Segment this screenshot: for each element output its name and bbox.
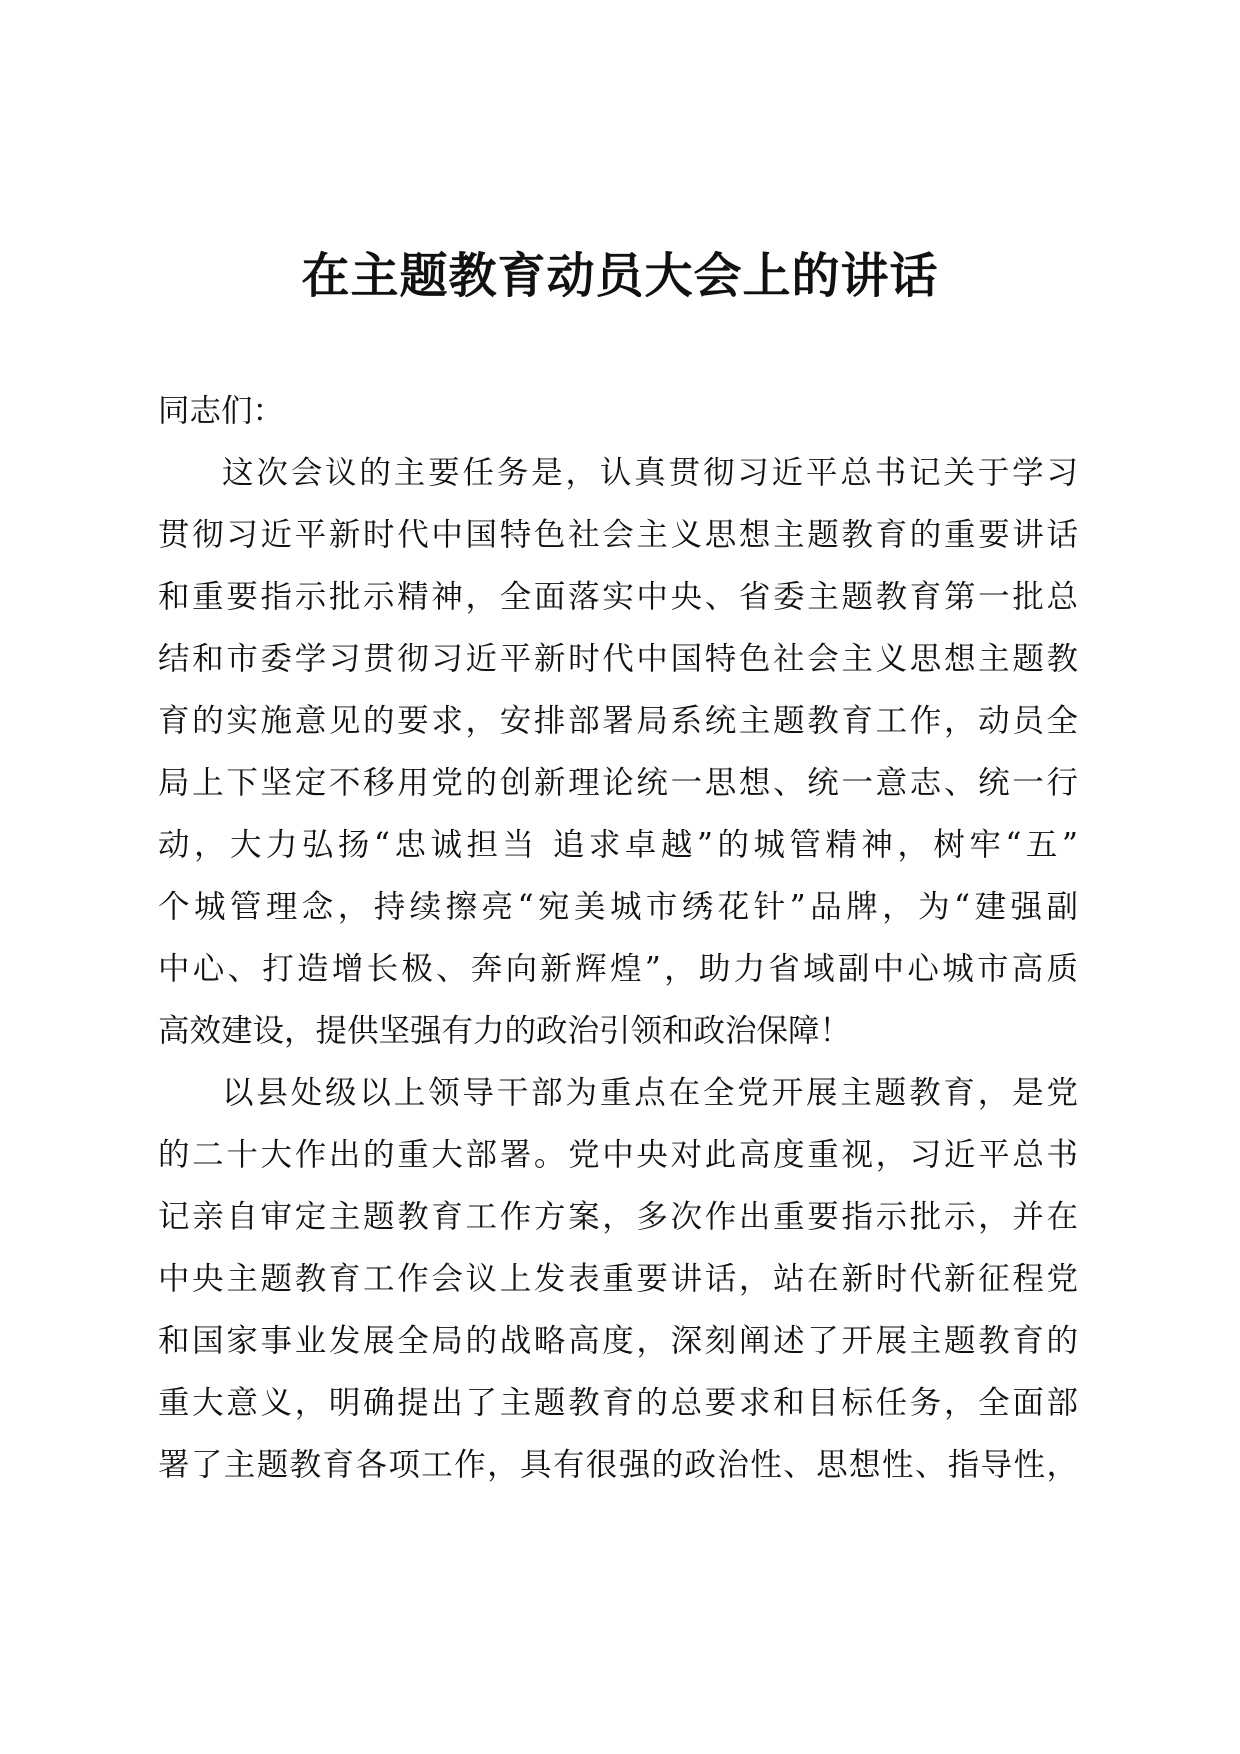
paragraph-1: [158, 442, 1078, 1062]
paragraph-line: 这次会议的主要任务是，认真贯彻习近平总书记关于学习: [222, 455, 1078, 491]
paragraph-line: 重大意义，明确提出了主题教育的总要求和目标任务，全面部: [158, 1385, 1078, 1421]
paragraph-line: 中央主题教育工作会议上发表重要讲话，站在新时代新征程党: [158, 1261, 1078, 1297]
paragraph-line: 署了主题教育各项工作，具有很强的政治性、思想性、指导性，: [158, 1447, 1078, 1483]
paragraph-line: 个城管理念，持续擦亮“宛美城市绣花针”品牌，为“建强副: [158, 889, 1078, 925]
paragraph-2: [158, 1062, 1078, 1496]
paragraph-line: 育的实施意见的要求，安排部署局系统主题教育工作，动员全: [158, 703, 1078, 739]
paragraph-line: 高效建设，提供坚强有力的政治引领和政治保障！: [158, 1013, 852, 1049]
paragraph-line: 记亲自审定主题教育工作方案，多次作出重要指示批示，并在: [158, 1199, 1078, 1235]
paragraph-line: 以县处级以上领导干部为重点在全党开展主题教育，是党: [222, 1075, 1078, 1111]
paragraph-line: 和重要指示批示精神，全面落实中央、省委主题教育第一批总: [158, 579, 1078, 615]
paragraph-line: 局上下坚定不移用党的创新理论统一思想、统一意志、统一行: [158, 765, 1078, 801]
paragraph-line: 中心、打造增长极、奔向新辉煌”，助力省域副中心城市高质: [158, 951, 1078, 987]
paragraph-line: 和国家事业发展全局的战略高度，深刻阐述了开展主题教育的: [158, 1323, 1078, 1359]
document-body: [158, 380, 1078, 1496]
paragraph-line: 动，大力弘扬“忠诚担当 追求卓越”的城管精神，树牢“五”: [158, 827, 1078, 863]
paragraph-line: 贯彻习近平新时代中国特色社会主义思想主题教育的重要讲话: [158, 517, 1078, 553]
salutation: 同志们：: [158, 393, 285, 429]
paragraph-line: 的二十大作出的重大部署。党中央对此高度重视，习近平总书: [158, 1137, 1078, 1173]
page-title: 在主题教育动员大会上的讲话: [301, 248, 939, 304]
paragraph-line: 结和市委学习贯彻习近平新时代中国特色社会主义思想主题教: [158, 641, 1078, 677]
